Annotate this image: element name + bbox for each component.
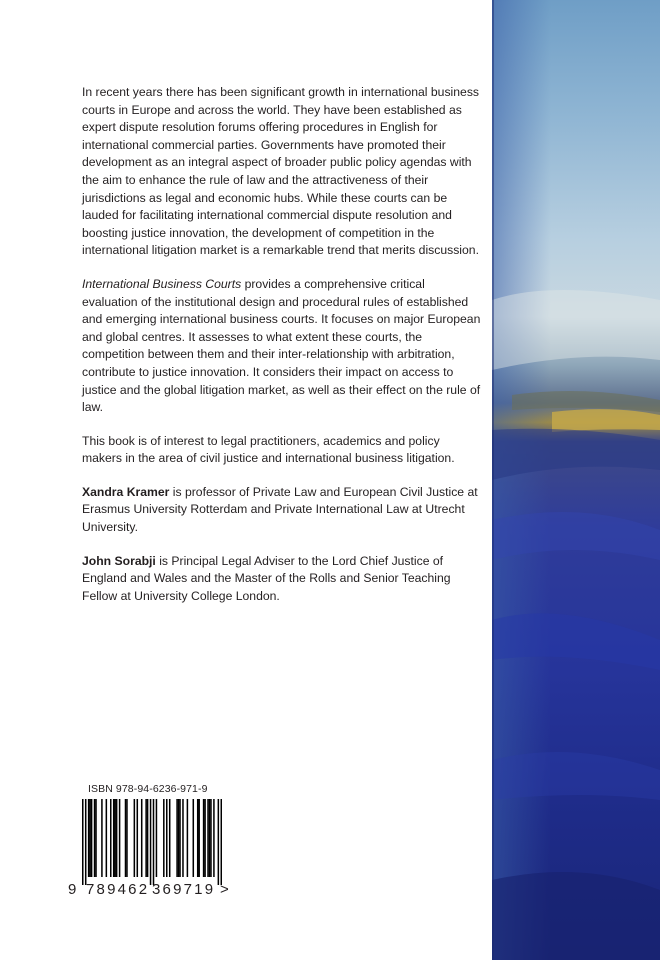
barcode-bar [221,799,222,885]
barcode-bar [176,799,178,877]
isbn-barcode [68,783,232,908]
abstract-painting [492,0,660,960]
barcode-bar [82,799,84,885]
barcode-bar [182,799,184,877]
barcode-bar [114,799,116,877]
barcode-digit-first: 9 [68,881,77,898]
description-paragraph-2 [82,276,482,417]
barcode-bar [156,799,158,877]
cover-painting-image [492,0,660,960]
barcode-bar [150,799,152,885]
author-bio-text-1: is professor of Private Law and European Civil Justice at Erasmus University Rotterdam and Private International Law at Utrecht University. [82,484,478,535]
barcode-bar [141,799,143,877]
barcode-bar [198,799,200,877]
barcode-bar [203,799,205,877]
barcode-bar [193,799,195,877]
isbn-label: ISBN 978-94-6236-971-9 [88,783,208,795]
author-bio-1 [82,484,482,537]
barcode-bar [178,799,180,877]
barcode-bar [213,799,215,877]
barcode-bar [113,799,115,877]
barcode-bar [166,799,168,877]
barcode-bar [134,799,136,877]
barcode-digits-group-2: 369719 [152,881,216,898]
barcode-bar [169,799,171,877]
barcode-bar [101,799,103,877]
barcode-bar [207,799,209,877]
barcode-bar [119,799,121,877]
barcode-bar [116,799,118,877]
author-name-1: Xandra Kramer [82,484,170,499]
author-name-2: John Sorabji [82,553,156,568]
barcode-bar [106,799,108,877]
author-bio-text-2: is Principal Legal Adviser to the Lord Chief Justice of England and Wales and the Master of the Rolls and Senior Teaching Fellow at University College London. [82,553,451,603]
barcode-bar [137,799,139,877]
barcode-bar [91,799,93,877]
barcode-bar [187,799,189,877]
description-paragraph-1: In recent years there has been significant growth in international business courts in Europe and across the world. They have been established as expert dispute resolution forums offering procedures in English for international commercial parties. Governments have promoted their development as an integral aspect of broader public policy agendas with the aim to enhance the rule of law and the attractiveness of their jurisdictions as legal and economic hubs. While these courts can be lauded for facilitating international commercial dispute resolution and boosting justice innovation, the development of competition in the international litigation market is a remarkable trend that merits discussion. [82,85,480,258]
description-paragraph-2-text: provides a comprehensive critical evaluation of the institutional design and procedural rules of established and emerging international business courts. It focuses on major European and global centres. It assesses to what extent these courts, the competition between them and their inter-relationship with arbitration, contribute to justice innovation. It considers their impact on access to justice and the global litigation market, as well as their effect on the rule of law. [82,276,481,415]
barcode-digits-group-1: 789462 [86,881,150,898]
book-title: International Business Courts [82,276,242,291]
back-cover-text [82,84,482,621]
barcode-bar [125,799,127,877]
barcode-bar [94,799,96,877]
barcode-bar [110,799,112,877]
barcode-arrow: > [220,881,229,898]
barcode-bar [89,799,91,877]
barcode-bar [197,799,199,877]
barcode-bar [145,799,147,877]
barcode-bars [82,799,222,885]
description-paragraph-3: This book is of interest to legal practitioners, academics and policy makers in the area of civil justice and international business litigation. [82,433,455,466]
barcode-bar [204,799,206,877]
barcode-bar [147,799,149,877]
barcode-bar [95,799,97,877]
barcode-bar [210,799,212,877]
barcode-bar [218,799,220,885]
barcode-bar [126,799,128,877]
author-bio-2 [82,553,482,606]
barcode-bar [85,799,87,885]
barcode-bar [209,799,211,877]
barcode-bar [163,799,165,877]
barcode-bar [179,799,181,877]
barcode-bar [88,799,90,877]
barcode-bar [153,799,155,885]
